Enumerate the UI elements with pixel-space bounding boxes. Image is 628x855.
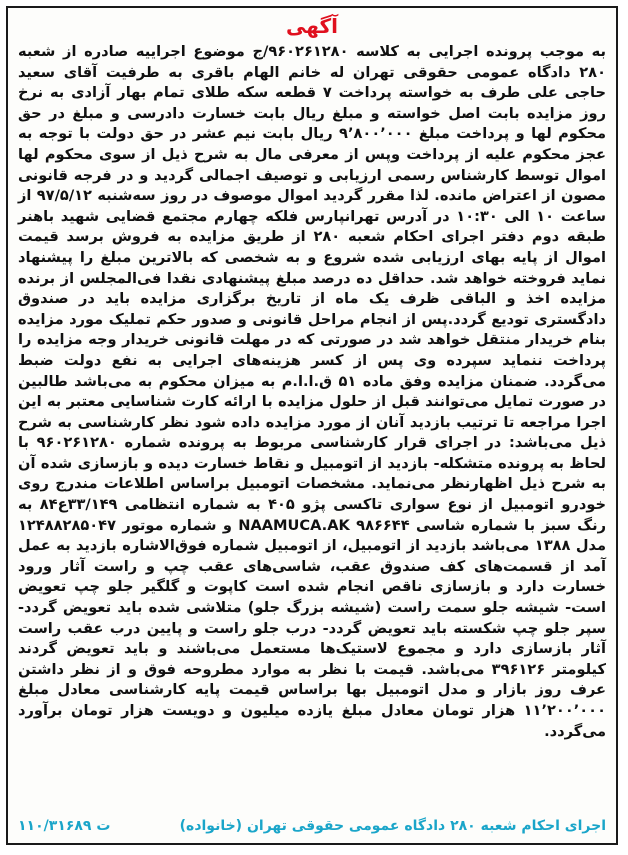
issuing-office: اجرای احکام شعبه ۲۸۰ دادگاه عمومی حقوقی تهران (خانواده)	[179, 818, 606, 834]
notice-body: به موجب پرونده اجرایی به کلاسه ۹۶۰۲۶۱۲۸۰/ج موضوع اجراییه صادره از شعبه ۲۸۰ دادگاه عمومی حقوقی تهران له خانم الهام باقری به طرفیت آقای سعید حاجی علی طرف به خواسته پرداخت ۷ قطعه سکه طلای تمام بهار آزادی به نرخ روز مزایده بابت اصل خواسته و مبلغ ریال بابت خسارت دادرسی و مبلغ در حق محکوم لها و پرداخت مبلغ ۹٬۸۰۰٬۰۰۰ ریال بابت نیم عشر در حق دولت با توجه به عجز محکوم علیه از پرداخت وپس از معرفی مال به شرح ذیل از سوی محکوم لها اموال توسط کارشناس رسمی ارزیابی و توصیف اجمالی گردید و در فرجه قانونی مصون از اعتراض مانده. لذا مقرر گردید اموال موصوف در روز سه‌شنبه ۹۷/۵/۱۲ از ساعت ۱۰ الی ۱۰:۳۰ در آدرس تهرانپارس فلکه چهارم مجتمع قضایی شهید باهنر طبقه دوم دفتر اجرای احکام شعبه ۲۸۰ از طریق مزایده به فروش برسد قیمت اموال از پایه بهای ارزیابی شده شروع و به شخصی که بالاترین مبلغ را پیشنهاد نماید فروخته خواهد شد. حداقل ده درصد مبلغ پیشنهادی نقدا فی‌المجلس از برنده مزایده اخذ و الباقی ظرف یک ماه از تاریخ برگزاری مزایده باید در صندوق دادگستری تودیع گردد.پس از انجام مراحل قانونی و صدور حکم تملیک مورد مزایده بنام خریدار منتقل خواهد شد در صورتی که در مهلت قانونی خریدار وجه مزایده را پرداخت ننماید سپرده وی پس از کسر هزینه‌های اجرایی به نفع دولت ضبط می‌گردد. ضمنان مزایده وفق ماده ۵۱ ق.ا.ا.م به میزان محکوم به می‌باشد طالبین در صورت تمایل می‌توانند قبل از حلول مزایده با ارائه کارت شناسایی معتبر به این اجرا مراجعه تا ترتیب بازدید آنان از مورد مزایده داده شود نظر کارشناسی به شرح ذیل می‌باشد: در اجرای قرار کارشناسی مربوط به پرونده شماره ۹۶۰۲۶۱۲۸۰ با لحاظ به پرونده متشکله- بازدید از اتومبیل و نقاط خسارت دیده و بازسازی شده آن به شرح ذیل اظهارنظر می‌نماید. مشخصات اتومبیل براساس اطلاعات مندرج روی خودرو اتومبیل از نوع سواری تاکسی پژو ۴۰۵ به شماره انتظامی ۳۳/۱۴۹ع۸۴ به رنگ سبز با شماره شاسی NAAMUCA.AK ۹۸۶۶۴۴ و شماره موتور ۱۲۴۸۸۲۸۵۰۴۷ مدل ۱۳۸۸ می‌باشد بازدید از اتومبیل، از اتومبیل شماره فوق‌الاشاره بازدید به عمل آمد از قسمت‌های کف صندوق عقب، شاسی‌های عقب چپ و راست آثار ورود خسارت دارد و بازسازی ناقص انجام شده است کاپوت و گلگیر جلو چپ تعویض است- شیشه جلو سمت راست (شیشه بزرگ جلو) متلاشی شده باید تعویض گردد- سپر جلو چپ شکسته باید تعویض گردد- درب جلو راست و پایین درب عقب راست آثار بازسازی دارد و مجموع لاستیک‌ها مستعمل می‌باشند و باید تعویض گردند کیلومتر ۳۹۶۱۲۶ می‌باشد. قیمت با نظر به موارد مطروحه فوق و از نظر داشتن عرف روز بازار و مدل اتومبیل بها براساس قیمت پایه کارشناسی معادل مبلغ ۱۱٬۲۰۰٬۰۰۰ هزار تومان معادل مبلغ یازده میلیون و دویست هزار تومان برآورد می‌گردد.	[18, 43, 607, 740]
notice-title: آگهی	[286, 14, 338, 38]
notice-code: ۱۱۰/۳۱۶۸۹ ت	[18, 818, 111, 834]
legal-notice	[6, 6, 618, 845]
notice-footer	[18, 815, 606, 837]
